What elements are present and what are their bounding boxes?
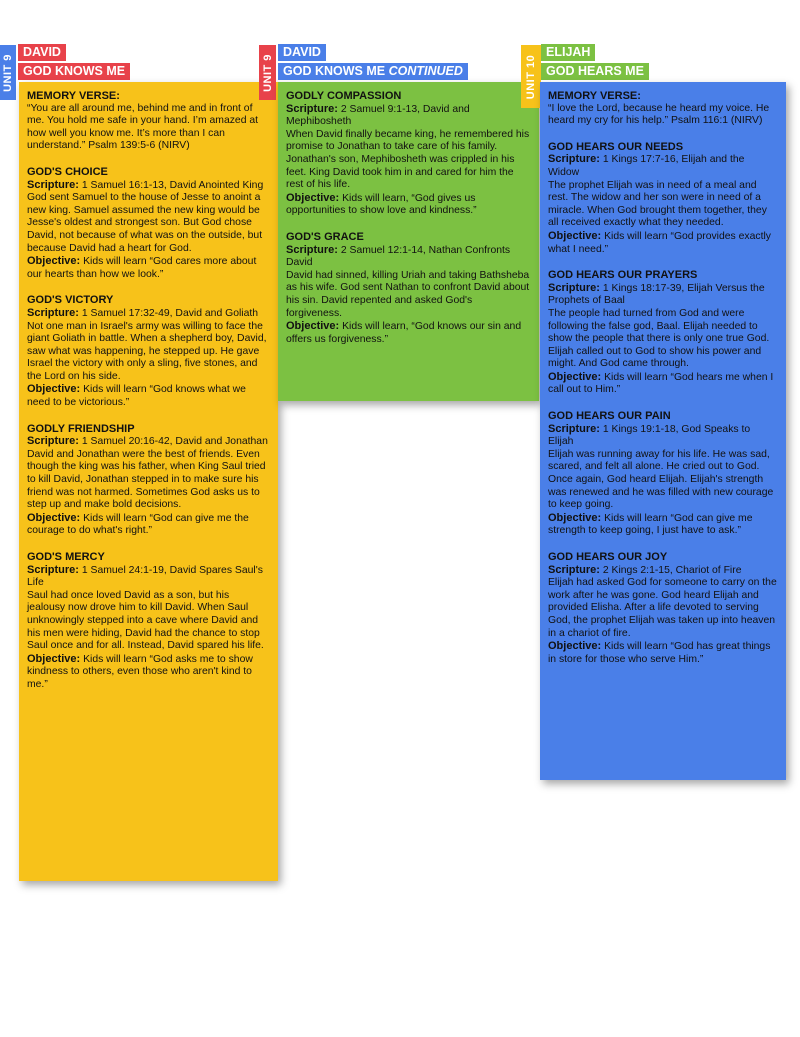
objective-label: Objective: <box>27 652 81 665</box>
lesson-section <box>548 551 778 666</box>
section-body: Elijah was running away for his life. He was sad, scared, and felt all alone. He cried out to God. Once again, God heard Elijah. Elijah's strength was renewed and he was filled with new courage to keep going. <box>548 448 774 511</box>
lesson-section <box>548 269 778 397</box>
section-title: GOD HEARS OUR JOY <box>548 551 668 563</box>
header-subtitle-col2 <box>278 63 468 80</box>
scripture-line <box>27 435 270 449</box>
section-body: The prophet Elijah was in need of a meal and rest. The widow and her son were in need of a miracle. When God brought them together, they all received exactly what they needed. <box>548 179 767 229</box>
objective-line <box>548 230 778 256</box>
scripture-label: Scripture: <box>27 435 79 448</box>
scripture-ref: 2 Samuel 12:1-14, Nathan Confronts David <box>286 244 511 269</box>
memory-text: “You are all around me, behind me and in front of me. You hold me safe in your hand. I’m amazed at how well you know me. It’s more than I can understand.” Psalm 139:5-6 (NIRV) <box>27 102 259 152</box>
objective-text: Kids will learn “God knows what we need to be victorious.” <box>27 384 246 409</box>
section-title: GODLY FRIENDSHIP <box>27 422 135 435</box>
header-title-col3: ELIJAH <box>541 44 595 61</box>
scripture-ref: 1 Samuel 16:1-13, David Anointed King <box>81 179 264 191</box>
scripture-line <box>27 307 270 321</box>
section-body: The people had turned from God and were following the false god, Baal. Elijah needed to show the people that there is only one true God. Elijah called out to God to show his power and might. And God came through. <box>548 307 770 370</box>
scripture-line <box>548 564 778 578</box>
objective-text: Kids will learn “God cares more about our hearts than how we look.” <box>27 256 257 280</box>
lesson-section <box>286 231 531 346</box>
objective-text: Kids will learn “God asks me to show kindness to others, even those who aren't kind to me.” <box>27 653 253 690</box>
panel-col3 <box>540 82 786 780</box>
header-subtitle-col1: GOD KNOWS ME <box>18 63 130 80</box>
scripture-ref: 2 Kings 2:1-15, Chariot of Fire <box>602 564 742 576</box>
section-title: GOD HEARS OUR PAIN <box>548 410 671 423</box>
lesson-section <box>548 410 778 538</box>
objective-label: Objective: <box>27 511 81 524</box>
scripture-ref: 1 Kings 17:7-16, Elijah and the Widow <box>548 154 745 178</box>
scripture-line <box>27 179 270 193</box>
section-title: GOD HEARS OUR PRAYERS <box>548 269 698 282</box>
subtitle-continued: CONTINUED <box>388 64 463 78</box>
objective-line <box>548 371 778 397</box>
scripture-label: Scripture: <box>548 153 600 166</box>
section-body: Saul had once loved David as a son, but his jealousy now drove him to kill David. When Saul unknowingly stepped into a cave where David and his men were hiding, David had the chance to stop Saul once and for all. Instead, David spared his life. <box>27 589 264 652</box>
panel-col1 <box>19 82 278 881</box>
header-title-col1: DAVID <box>18 44 66 61</box>
subtitle-main: GOD KNOWS ME <box>283 64 386 78</box>
objective-label: Objective: <box>548 511 602 524</box>
lesson-section <box>27 551 270 692</box>
memory-text: “I love the Lord, because he heard my voice. He heard my cry for his help.” Psalm 116:1 (NIRV) <box>548 102 770 127</box>
scripture-ref: 1 Samuel 24:1-19, David Spares Saul's Life <box>27 564 263 589</box>
objective-line <box>27 383 270 409</box>
objective-line <box>286 192 531 218</box>
scripture-line <box>286 103 531 129</box>
section-title: GOD HEARS OUR NEEDS <box>548 140 684 153</box>
scripture-line <box>548 282 778 308</box>
panel-col2 <box>278 82 539 401</box>
scripture-label: Scripture: <box>548 281 600 294</box>
memory-verse-col3 <box>548 90 778 128</box>
objective-label: Objective: <box>27 255 81 268</box>
objective-label: Objective: <box>27 383 81 396</box>
scripture-line <box>27 564 270 590</box>
unit-tab-col1: UNIT 9 <box>0 45 16 100</box>
objective-text: Kids will learn “God has great things in store for those who serve Him.” <box>548 641 771 665</box>
section-title: GOD'S VICTORY <box>27 294 114 307</box>
section-title: GOD'S CHOICE <box>27 165 108 178</box>
scripture-line <box>548 423 778 449</box>
lesson-section <box>27 294 270 409</box>
lesson-section <box>27 166 270 281</box>
scripture-ref: 2 Samuel 9:1-13, David and Mephibosheth <box>286 103 470 128</box>
objective-line <box>27 653 270 692</box>
section-body: Not one man in Israel's army was willing to face the giant Goliath in battle. When a shepherd boy, David, saw what was happening, he stepped up. He gave Israel the victory with only a sling, five stones, and the Lord on his side. <box>27 320 267 382</box>
objective-label: Objective: <box>286 320 340 333</box>
objective-line <box>548 512 778 538</box>
header-subtitle-col3: GOD HEARS ME <box>541 63 649 80</box>
section-title: GOD'S MERCY <box>27 551 105 563</box>
scripture-ref: 1 Samuel 20:16-42, David and Jonathan <box>81 436 268 448</box>
lesson-section <box>286 90 531 218</box>
objective-line <box>27 512 270 538</box>
objective-text: Kids will learn “God can give me the courage to do what's right.” <box>27 512 249 537</box>
section-body: When David finally became king, he remembered his promise to Jonathan to take care of his family. Jonathan's son, Mephibosheth was crippled in his feet. King David took him in and cared for him the rest of his life. <box>286 128 530 191</box>
objective-text: Kids will learn “God hears me when I call out to Him.” <box>548 371 774 396</box>
scripture-line <box>286 244 531 270</box>
objective-label: Objective: <box>548 229 602 242</box>
objective-text: Kids will learn “God can give me strength to keep going, I just have to ask.” <box>548 512 753 537</box>
scripture-label: Scripture: <box>286 102 338 115</box>
section-title: MEMORY VERSE: <box>27 90 120 102</box>
scripture-ref: 1 Kings 18:17-39, Elijah Versus the Prophets of Baal <box>548 282 765 307</box>
lesson-section <box>27 423 270 538</box>
memory-verse-col1 <box>27 90 270 153</box>
section-title: GOD'S GRACE <box>286 230 364 243</box>
section-body: David had sinned, killing Uriah and taking Bathsheba as his wife. God sent Nathan to confront David about his sin. David repented and asked God's forgiveness. <box>286 269 530 319</box>
objective-text: Kids will learn, “God gives us opportunities to show love and kindness.” <box>286 192 477 217</box>
scripture-label: Scripture: <box>548 422 600 435</box>
section-title: GODLY COMPASSION <box>286 90 402 102</box>
scripture-label: Scripture: <box>27 306 79 319</box>
objective-line <box>27 255 270 281</box>
lesson-section <box>548 141 778 256</box>
objective-line <box>286 320 531 346</box>
section-body: God sent Samuel to the house of Jesse to anoint a new king. Samuel assumed the new king would be Jesse's oldest and strongest son. But God chose David, not because of what was on the outside, but because David had a heart for God. <box>27 192 263 254</box>
header-title-col2: DAVID <box>278 44 326 61</box>
scripture-line <box>548 153 778 179</box>
scripture-ref: 1 Kings 19:1-18, God Speaks to Elijah <box>548 423 751 448</box>
section-body: Elijah had asked God for someone to carry on the work after he was gone. God heard Elijah and provided Elisha. After a life devoted to serving God, the prophet Elijah was taken up into heaven in a chariot of fire. <box>548 577 777 639</box>
scripture-label: Scripture: <box>548 563 600 576</box>
objective-text: Kids will learn, “God knows our sin and offers us forgiveness.” <box>286 321 522 345</box>
section-title: MEMORY VERSE: <box>548 90 641 102</box>
scripture-label: Scripture: <box>27 178 79 191</box>
objective-label: Objective: <box>548 640 602 653</box>
objective-label: Objective: <box>286 191 340 204</box>
objective-line <box>548 640 778 666</box>
scripture-label: Scripture: <box>286 243 338 256</box>
objective-text: Kids will learn “God provides exactly what I need.” <box>548 230 771 255</box>
objective-label: Objective: <box>548 370 602 383</box>
unit-tab-col2: UNIT 9 <box>259 45 276 100</box>
unit-tab-col3: UNIT 10 <box>521 45 541 108</box>
scripture-label: Scripture: <box>27 563 79 576</box>
section-body: David and Jonathan were the best of friends. Even though the king was his father, when King Saul tried to kill David, Jonathan stepped in to make sure his friend was not harmed. Sometimes God asks us to step up and make bold decisions. <box>27 448 266 511</box>
scripture-ref: 1 Samuel 17:32-49, David and Goliath <box>81 307 259 319</box>
